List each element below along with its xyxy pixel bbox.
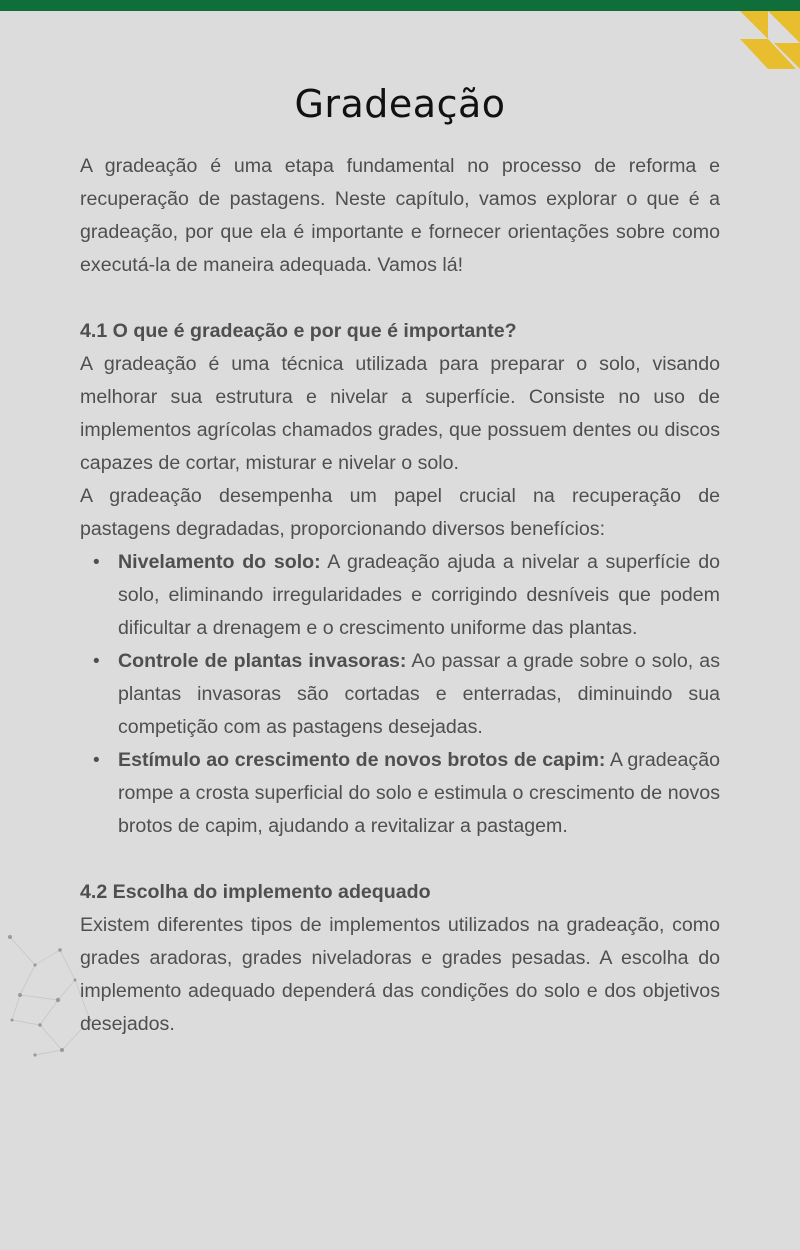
bullet-icon: • [93, 750, 100, 771]
intro-paragraph: A gradeação é uma etapa fundamental no processo de reforma e recuperação de pastagens. Neste capítulo, vamos explorar o que é a gradeação, por que ela é importante e fornecer orientações sobre como executá-la de maneira adequada. Vamos lá! [80, 155, 720, 276]
spacer [80, 843, 720, 876]
benefits-list [80, 546, 720, 843]
list-item-text: A gradeação ajuda a nivelar a superfície do solo, eliminando irregularidades e corrigindo desníveis que podem dificultar a drenagem e o crescimento uniforme das plantas. [118, 551, 721, 639]
top-green-bar [0, 0, 800, 11]
list-item [93, 744, 721, 843]
list-item [93, 645, 720, 744]
list-item-bold: Nivelamento do solo: [118, 551, 321, 573]
spacer [80, 282, 720, 315]
section-4-1-paragraph-2: A gradeação desempenha um papel crucial na recuperação de pastagens degradadas, proporcionando diversos benefícios: [80, 485, 720, 540]
list-item-text: A gradeação rompe a crosta superficial do solo e estimula o crescimento de novos brotos de capim, ajudando a revitalizar a pastagem. [118, 749, 721, 837]
section-4-1-paragraph-1: A gradeação é uma técnica utilizada para preparar o solo, visando melhorar sua estrutura e nivelar a superfície. Consiste no uso de implementos agrícolas chamados grades, que possuem dentes ou discos capazes de cortar, misturar e nivelar o solo. [80, 353, 720, 474]
corner-triangles-decoration [740, 11, 800, 69]
section-heading-4-1: 4.1 O que é gradeação e por que é importante? [80, 320, 517, 342]
list-item-bold: Controle de plantas invasoras: [118, 650, 407, 672]
section-heading-4-2: 4.2 Escolha do implemento adequado [80, 881, 431, 903]
page-title: Gradeação [294, 82, 506, 126]
section-4-2-paragraph-1: Existem diferentes tipos de implementos utilizados na gradeação, como grades aradoras, grades niveladoras e grades pesadas. A escolha do implemento adequado dependerá das condições do solo e dos objetivos desejados. [80, 914, 720, 1035]
bullet-icon: • [93, 651, 100, 672]
list-item-bold: Estímulo ao crescimento de novos brotos de capim: [118, 749, 606, 771]
bullet-icon: • [93, 552, 100, 573]
list-item [93, 546, 721, 645]
list-item-text: Ao passar a grade sobre o solo, as plantas invasoras são cortadas e enterradas, diminuindo sua competição com as pastagens desejadas. [118, 650, 720, 738]
document-body [80, 150, 720, 1041]
